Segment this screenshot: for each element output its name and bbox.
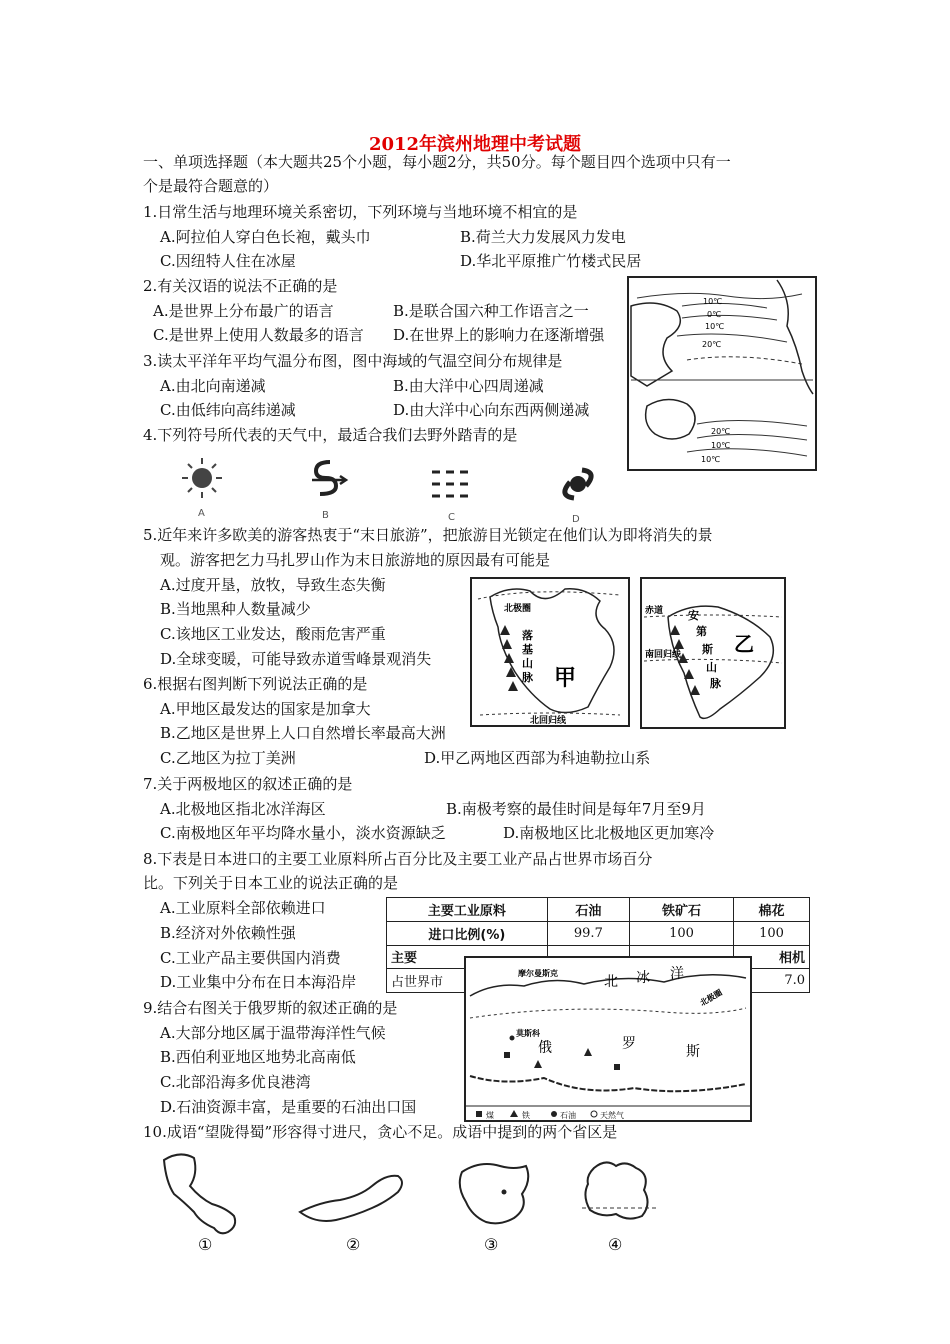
q9-option-b: B.西伯利亚地区地势北高南低 — [160, 1048, 356, 1066]
legend-label: 石油 — [560, 1111, 576, 1120]
isotherm-label: 10℃ — [701, 455, 721, 464]
q7-option-b: B.南极考察的最佳时间是每年7月至9月 — [446, 800, 706, 818]
mountain-label: 基 — [522, 643, 533, 656]
province-label: ③ — [484, 1235, 499, 1254]
q2-option-d: D.在世界上的影响力在逐渐增强 — [393, 326, 605, 344]
table-cell: 进口比例(%) — [387, 921, 548, 945]
q6-option-d: D.甲乙两地区西部为科迪勒拉山系 — [424, 749, 651, 767]
q7-option-d: D.南极地区比北极地区更加寒冷 — [503, 824, 715, 842]
section-intro: 一、单项选择题（本大题共25个小题，每小题2分，共50分。每个题目四个选项中只有一 — [143, 153, 731, 171]
q2-option-a: A.是世界上分布最广的语言 — [153, 302, 334, 320]
isotherm-label: 20℃ — [711, 427, 731, 436]
arctic-circle-label: 北极圈 — [504, 604, 532, 614]
symbol-label: C — [448, 512, 455, 523]
q4-stem: 4.下列符号所代表的天气中，最适合我们去野外踏青的是 — [143, 426, 518, 444]
page-title: 2012年滨州地理中考试题 — [368, 134, 582, 155]
q1-option-d: D.华北平原推广竹楼式民居 — [460, 252, 642, 270]
table-cell: 占世界市 — [387, 969, 548, 993]
table-header-cell: 主要工业原料 — [387, 898, 548, 922]
map-north-america — [470, 577, 630, 727]
country-label: 斯 — [686, 1044, 700, 1060]
q3-option-b: B.由大洋中心四周递减 — [393, 377, 544, 395]
weather-symbols — [168, 452, 628, 526]
q8-stem: 8.下表是日本进口的主要工业原料所占百分比及主要工业产品占世界市场百分 — [143, 850, 653, 868]
sichuan-outline — [460, 1164, 529, 1223]
mountain-label: 山 — [706, 661, 717, 674]
isotherm-label: 10℃ — [711, 441, 731, 450]
province-label: ② — [346, 1235, 361, 1254]
q1-option-a: A.阿拉伯人穿白色长袍，戴头巾 — [160, 228, 371, 246]
legend-oil-icon — [551, 1111, 557, 1117]
symbol-label: B — [322, 510, 329, 521]
isotherm-label: 0℃ — [707, 310, 722, 319]
pacific-temperature-map — [627, 276, 817, 471]
legend-coal-icon — [476, 1111, 482, 1117]
q5-option-c: C.该地区工业发达，酸雨危害严重 — [160, 625, 386, 643]
gansu-outline — [164, 1154, 235, 1233]
q2-stem: 2.有关汉语的说法不正确的是 — [143, 277, 338, 295]
legend-label: 煤 — [486, 1111, 494, 1120]
q3-option-c: C.由低纬向高纬递减 — [160, 401, 296, 419]
equator-label: 赤道 — [645, 606, 664, 616]
q7-stem: 7.关于两极地区的叙述正确的是 — [143, 775, 353, 793]
q1-stem: 1.日常生活与地理环境关系密切，下列环境与当地环境不相宜的是 — [143, 203, 578, 221]
tropic-label: 北回归线 — [530, 716, 567, 726]
table-header-cell: 棉花 — [734, 898, 810, 922]
symbol-label: A — [198, 508, 205, 519]
country-label: 俄 — [538, 1040, 552, 1056]
table-cell: 100 — [734, 921, 810, 945]
table-header-cell: 铁矿石 — [630, 898, 734, 922]
region-label-jia: 甲 — [554, 665, 577, 691]
province-outlines — [150, 1146, 670, 1256]
q3-option-d: D.由大洋中心向东西两侧递减 — [393, 401, 590, 419]
q7-option-a: A.北极地区指北冰洋海区 — [160, 800, 326, 818]
arctic-circle-label: 北极圈 — [698, 987, 724, 1008]
q2-option-c: C.是世界上使用人数最多的语言 — [153, 326, 364, 344]
coal-marker — [614, 1064, 620, 1070]
isotherm-label: 10℃ — [705, 322, 725, 331]
q3-option-a: A.由北向南递减 — [160, 377, 266, 395]
ocean-label: 冰 — [636, 970, 650, 986]
yunnan-outline — [585, 1162, 647, 1218]
q5-option-b: B.当地黑种人数量减少 — [160, 600, 311, 618]
q9-option-d: D.石油资源丰富，是重要的石油出口国 — [160, 1098, 417, 1116]
q9-option-a: A.大部分地区属于温带海洋性气候 — [160, 1024, 386, 1042]
q5-stem: 5.近年来许多欧美的游客热衷于“末日旅游”，把旅游目光锁定在他们认为即将消失的景 — [143, 526, 713, 544]
table-cell: 100 — [630, 921, 734, 945]
province-label: ① — [198, 1235, 213, 1254]
mountain-label: 脉 — [522, 671, 533, 684]
table-header-cell: 石油 — [547, 898, 629, 922]
fog-icon — [432, 472, 468, 496]
q6-stem: 6.根据右图判断下列说法正确的是 — [143, 675, 368, 693]
port-label: 摩尔曼斯克 — [518, 969, 558, 978]
table-header-row — [387, 898, 810, 922]
q9-stem: 9.结合右图关于俄罗斯的叙述正确的是 — [143, 999, 398, 1017]
region-label-yi: 乙 — [734, 632, 754, 656]
q8-option-d: D.工业集中分布在日本海沿岸 — [160, 973, 357, 991]
coal-marker — [504, 1052, 510, 1058]
typhoon-icon — [565, 470, 591, 498]
tropic-label: 南回归线 — [645, 650, 682, 660]
q1-option-b: B.荷兰大力发展风力发电 — [460, 228, 626, 246]
q8-option-c: C.工业产品主要供国内消费 — [160, 949, 341, 967]
mountain-label: 落 — [522, 629, 533, 642]
sandstorm-icon — [312, 462, 346, 494]
table-cell: 主要 — [387, 945, 548, 969]
section-intro-cont: 个是最符合题意的） — [143, 177, 279, 195]
ocean-label: 洋 — [670, 966, 684, 982]
inner-mongolia-outline — [300, 1176, 402, 1221]
russia-resource-map — [464, 956, 752, 1122]
mountain-label: 脉 — [710, 677, 721, 690]
q6-option-b: B.乙地区是世界上人口自然增长率最高大洲 — [160, 724, 446, 742]
q6-option-a: A.甲地区最发达的国家是加拿大 — [160, 700, 371, 718]
q3-stem: 3.读太平洋年平均气温分布图，图中海域的气温空间分布规律是 — [143, 352, 563, 370]
capital-marker — [502, 1190, 507, 1195]
q10-stem: 10.成语“望陇得蜀”形容得寸进尺，贪心不足。成语中提到的两个省区是 — [143, 1123, 618, 1141]
q2-option-b: B.是联合国六种工作语言之一 — [393, 302, 589, 320]
map-south-america — [640, 577, 786, 729]
q8-option-b: B.经济对外依赖性强 — [160, 924, 296, 942]
q8-stem-cont: 比。下列关于日本工业的说法正确的是 — [143, 874, 399, 892]
q1-option-c: C.因纽特人住在冰屋 — [160, 252, 296, 270]
province-label: ④ — [608, 1235, 623, 1254]
legend-label: 天然气 — [600, 1111, 624, 1120]
table-cell: 99.7 — [547, 921, 629, 945]
country-label: 罗 — [622, 1036, 636, 1052]
mountain-label: 安 — [688, 609, 699, 622]
q7-option-c: C.南极地区年平均降水量小，淡水资源缺乏 — [160, 824, 446, 842]
q8-option-a: A.工业原料全部依赖进口 — [160, 899, 326, 917]
mountain-label: 第 — [696, 625, 707, 638]
symbol-label: D — [572, 514, 580, 525]
ocean-label: 北 — [604, 974, 618, 990]
table-cell: 7.0 — [734, 969, 810, 993]
q5-option-d: D.全球变暖，可能导致赤道雪峰景观消失 — [160, 650, 432, 668]
mountain-label: 斯 — [702, 643, 713, 656]
q9-option-c: C.北部沿海多优良港湾 — [160, 1073, 311, 1091]
q5-option-a: A.过度开垦，放牧，导致生态失衡 — [160, 576, 386, 594]
city-label: 莫斯科 — [516, 1029, 540, 1038]
capital-marker — [510, 1036, 515, 1041]
mountain-label: 山 — [522, 657, 533, 670]
sunny-icon — [182, 458, 222, 498]
isotherm-label: 20℃ — [702, 340, 722, 349]
table-row — [387, 921, 810, 945]
q5-stem-cont: 观。游客把乞力马扎罗山作为末日旅游地的原因最有可能是 — [160, 551, 551, 569]
isotherm-label: 10℃ — [703, 297, 723, 306]
table-cell: 相机 — [734, 945, 810, 969]
legend-label: 铁 — [522, 1111, 530, 1120]
q6-option-c: C.乙地区为拉丁美洲 — [160, 749, 296, 767]
